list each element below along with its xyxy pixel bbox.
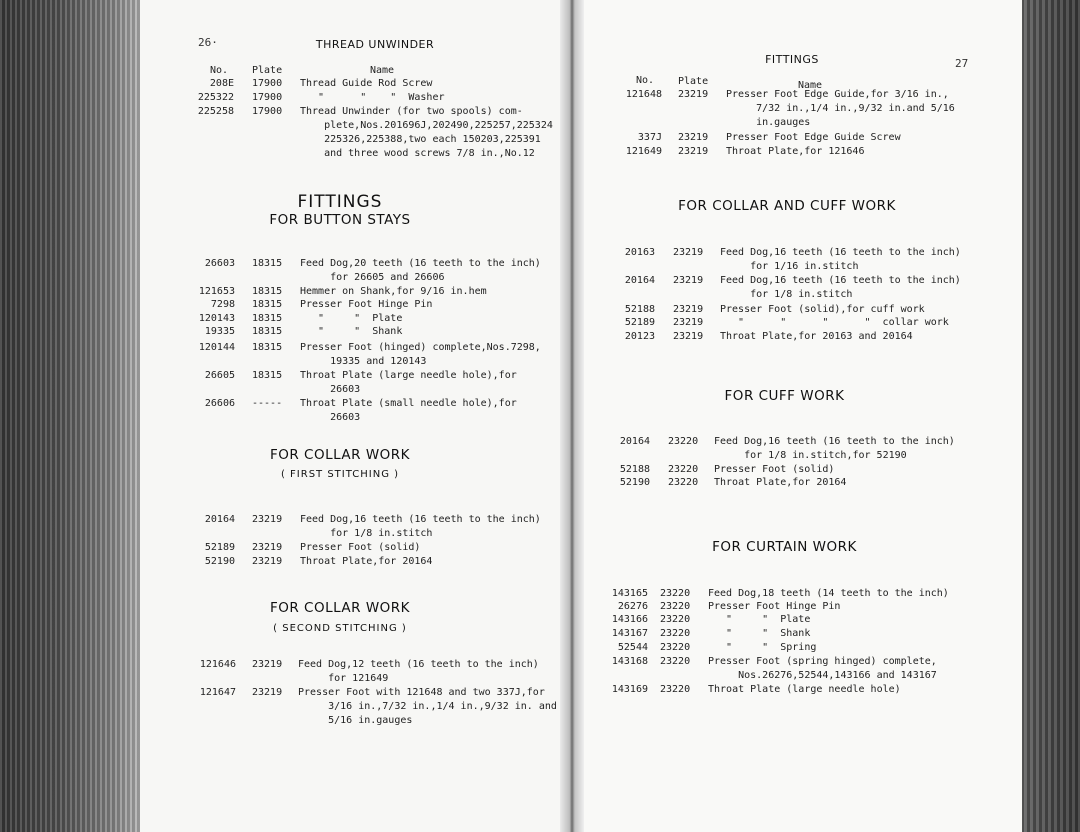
part-name: " " Plate bbox=[300, 313, 403, 324]
section-title-cuff: FOR CUFF WORK bbox=[724, 388, 845, 404]
part-number: 52190 bbox=[204, 556, 235, 567]
part-number: 143166 bbox=[611, 614, 648, 625]
part-number: 7298 bbox=[210, 299, 235, 310]
part-name: " " Spring bbox=[708, 642, 817, 653]
plate-number: 18315 bbox=[252, 299, 283, 310]
plate-number: 23219 bbox=[673, 275, 704, 286]
part-name: Presser Foot (solid),for cuff work bbox=[720, 304, 925, 315]
part-number: 52188 bbox=[619, 464, 650, 475]
part-name: Feed Dog,16 teeth (16 teeth to the inch) for 1/8 in.stitch bbox=[300, 514, 541, 539]
part-number: 121648 bbox=[625, 89, 662, 100]
part-name: Feed Dog,16 teeth (16 teeth to the inch) for 1/8 in.stitch,for 52190 bbox=[714, 436, 955, 461]
part-number: 121646 bbox=[199, 659, 236, 670]
section-title-collar-cuff: FOR COLLAR AND CUFF WORK bbox=[678, 198, 896, 214]
part-number: 26603 bbox=[204, 258, 235, 269]
plate-number: 23219 bbox=[678, 132, 709, 143]
fittings-title: FITTINGS bbox=[297, 192, 383, 212]
part-number: 120144 bbox=[198, 342, 235, 353]
part-name: Feed Dog,12 teeth (16 teeth to the inch) for 121649 bbox=[298, 659, 539, 684]
part-name: Throat Plate,for 20164 bbox=[300, 556, 433, 567]
part-number: 121647 bbox=[199, 687, 236, 698]
part-name: Thread Unwinder (for two spools) com- plete,Nos.201696J,202490,225257,225324 225326,225388,two each 150203,225391 and three wood screws 7/8 in.,No.12 bbox=[300, 106, 553, 159]
part-number: 19335 bbox=[204, 326, 235, 337]
part-number: 26606 bbox=[204, 398, 235, 409]
plate-number: 23219 bbox=[252, 542, 283, 553]
part-number: 337J bbox=[637, 132, 662, 143]
part-number: 52190 bbox=[619, 477, 650, 488]
left-page bbox=[140, 0, 570, 832]
plate-number: 23219 bbox=[673, 247, 704, 258]
col-header-no: No. bbox=[210, 65, 229, 76]
section-title-thread-unwinder: THREAD UNWINDER bbox=[315, 38, 435, 51]
part-number: 120143 bbox=[198, 313, 235, 324]
part-name: Throat Plate (large needle hole) bbox=[708, 684, 901, 695]
plate-number: 17900 bbox=[252, 92, 283, 103]
part-number: 225322 bbox=[197, 92, 234, 103]
part-name: Feed Dog,20 teeth (16 teeth to the inch) for 26605 and 26606 bbox=[300, 258, 541, 283]
part-number: 20123 bbox=[624, 331, 655, 342]
part-name: Presser Foot Edge Guide,for 3/16 in., 7/32 in.,1/4 in.,9/32 in.and 5/16 in.gauges bbox=[726, 89, 955, 128]
part-name: Presser Foot with 121648 and two 337J,for 3/16 in.,7/32 in.,1/4 in.,9/32 in. and 5/16 in.gauges bbox=[298, 687, 557, 726]
plate-number: 23220 bbox=[668, 436, 699, 447]
part-number: 20164 bbox=[624, 275, 655, 286]
plate-number: 18315 bbox=[252, 370, 283, 381]
col-header-plate: Plate bbox=[252, 65, 283, 76]
part-name: Throat Plate (large needle hole),for 26603 bbox=[300, 370, 517, 395]
plate-number: 23220 bbox=[660, 628, 691, 639]
section-title-curtain: FOR CURTAIN WORK bbox=[712, 539, 857, 555]
plate-number: 23220 bbox=[660, 684, 691, 695]
section-title-collar-second: FOR COLLAR WORK bbox=[269, 600, 411, 616]
part-name: Feed Dog,16 teeth (16 teeth to the inch) for 1/16 in.stitch bbox=[720, 247, 961, 272]
part-number: 143167 bbox=[611, 628, 648, 639]
part-name: Thread Guide Rod Screw bbox=[300, 78, 433, 89]
part-number: 208E bbox=[209, 78, 234, 89]
plate-number: 23220 bbox=[660, 642, 691, 653]
part-name: Feed Dog,16 teeth (16 teeth to the inch) for 1/8 in.stitch bbox=[720, 275, 961, 300]
plate-number: ----- bbox=[252, 398, 283, 409]
part-name: Presser Foot Hinge Pin bbox=[300, 299, 433, 310]
part-name: Feed Dog,18 teeth (14 teeth to the inch) bbox=[708, 588, 949, 599]
part-name: Presser Foot (solid) bbox=[300, 542, 421, 553]
plate-number: 23220 bbox=[660, 588, 691, 599]
part-number: 143168 bbox=[611, 656, 648, 667]
col-header-name: Name bbox=[798, 80, 823, 91]
part-name: Presser Foot Hinge Pin bbox=[708, 601, 841, 612]
part-number: 52189 bbox=[624, 317, 655, 328]
part-name: Throat Plate (small needle hole),for 26603 bbox=[300, 398, 517, 423]
part-name: Throat Plate,for 20163 and 20164 bbox=[720, 331, 913, 342]
part-number: 52188 bbox=[624, 304, 655, 315]
plate-number: 23219 bbox=[673, 317, 704, 328]
part-number: 52189 bbox=[204, 542, 235, 553]
part-name: " " Plate bbox=[708, 614, 811, 625]
plate-number: 18315 bbox=[252, 313, 283, 324]
part-number: 52544 bbox=[617, 642, 648, 653]
part-number: 225258 bbox=[197, 106, 234, 117]
part-name: " " Shank bbox=[300, 326, 403, 337]
part-number: 121649 bbox=[625, 146, 662, 157]
right-page bbox=[572, 0, 1022, 832]
part-number: 143169 bbox=[611, 684, 648, 695]
plate-number: 23219 bbox=[252, 514, 283, 525]
plate-number: 23219 bbox=[678, 89, 709, 100]
page-number: 27 bbox=[955, 57, 969, 70]
page-number: 26· bbox=[198, 36, 218, 49]
plate-number: 17900 bbox=[252, 78, 283, 89]
plate-number: 23220 bbox=[668, 477, 699, 488]
book-edge-left bbox=[0, 0, 150, 832]
plate-number: 23219 bbox=[252, 687, 283, 698]
plate-number: 18315 bbox=[252, 258, 283, 269]
plate-number: 23219 bbox=[252, 556, 283, 567]
book-gutter bbox=[560, 0, 584, 832]
part-name: " " " Washer bbox=[300, 92, 445, 103]
part-name: Presser Foot (solid) bbox=[714, 464, 835, 475]
plate-number: 23220 bbox=[660, 656, 691, 667]
section-title-fittings-right: FITTINGS bbox=[765, 53, 819, 66]
part-name: Presser Foot Edge Guide Screw bbox=[726, 132, 901, 143]
plate-number: 23219 bbox=[673, 331, 704, 342]
plate-number: 18315 bbox=[252, 286, 283, 297]
part-name: Hemmer on Shank,for 9/16 in.hem bbox=[300, 286, 487, 297]
part-number: 20164 bbox=[204, 514, 235, 525]
part-name: Throat Plate,for 20164 bbox=[714, 477, 847, 488]
plate-number: 18315 bbox=[252, 326, 283, 337]
plate-number: 23219 bbox=[673, 304, 704, 315]
part-name: Presser Foot (spring hinged) complete, Nos.26276,52544,143166 and 143167 bbox=[708, 656, 937, 681]
plate-number: 23220 bbox=[660, 614, 691, 625]
plate-number: 17900 bbox=[252, 106, 283, 117]
part-number: 26276 bbox=[617, 601, 648, 612]
col-header-name: Name bbox=[370, 65, 395, 76]
plate-number: 23220 bbox=[660, 601, 691, 612]
part-number: 20163 bbox=[624, 247, 655, 258]
part-name: Presser Foot (hinged) complete,Nos.7298, 19335 and 120143 bbox=[300, 342, 541, 367]
section-subtitle-collar-second: ( SECOND STITCHING ) bbox=[273, 623, 407, 634]
plate-number: 23219 bbox=[678, 146, 709, 157]
part-number: 121653 bbox=[198, 286, 235, 297]
col-header-no: No. bbox=[636, 75, 655, 86]
part-number: 26605 bbox=[204, 370, 235, 381]
section-title-button-stays: FOR BUTTON STAYS bbox=[269, 212, 411, 228]
part-name: " " " " collar work bbox=[720, 317, 949, 328]
part-number: 143165 bbox=[611, 588, 648, 599]
plate-number: 23219 bbox=[252, 659, 283, 670]
part-name: " " Shank bbox=[708, 628, 811, 639]
part-number: 20164 bbox=[619, 436, 650, 447]
col-header-plate: Plate bbox=[678, 76, 709, 87]
plate-number: 18315 bbox=[252, 342, 283, 353]
part-name: Throat Plate,for 121646 bbox=[726, 146, 865, 157]
section-title-collar-first: FOR COLLAR WORK bbox=[269, 447, 411, 463]
section-subtitle-collar-first: ( FIRST STITCHING ) bbox=[280, 469, 400, 480]
plate-number: 23220 bbox=[668, 464, 699, 475]
